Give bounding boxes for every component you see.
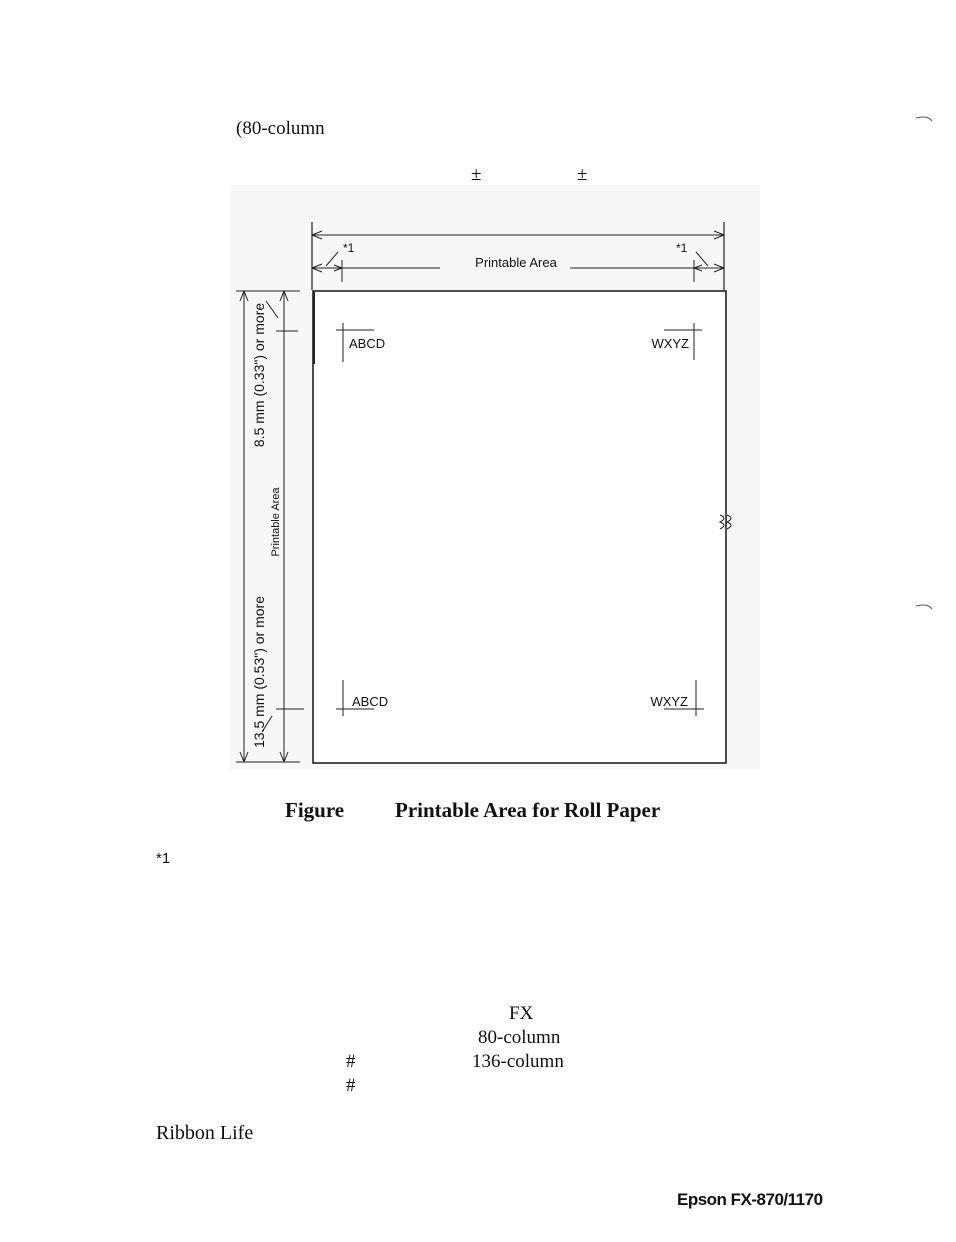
column-80-paren-text: (80-column (236, 118, 325, 139)
page-footer: Epson FX-870/1170 (677, 1190, 823, 1209)
note-marker-left: *1 (343, 241, 355, 255)
fx-model-heading: FX (509, 1003, 534, 1024)
corner-sample-bottom-right: WXYZ (650, 694, 688, 709)
corner-sample-bottom-left: ABCD (352, 694, 389, 709)
corner-sample-top-right: WXYZ (651, 336, 689, 351)
column-136-text: 136-column (472, 1051, 564, 1072)
scan-artifact (916, 605, 932, 609)
plus-minus-symbol: ± (577, 164, 588, 185)
printable-area-label-side: Printable Area (270, 487, 282, 557)
corner-sample-top-left: ABCD (349, 336, 386, 351)
note-marker-right: *1 (676, 241, 688, 255)
figure-caption-title: Printable Area for Roll Paper (395, 798, 661, 822)
bottom-margin-label: 13.5 mm (0.53") or more (251, 595, 267, 749)
ribbon-life-heading: Ribbon Life (156, 1122, 254, 1144)
hash-symbol: # (346, 1051, 356, 1072)
plus-minus-symbol: ± (471, 164, 482, 185)
hash-symbol: # (346, 1075, 356, 1096)
column-80-text: 80-column (478, 1027, 561, 1048)
top-margin-label: 8.5 mm (0.33") or more (251, 302, 267, 448)
paper-sheet (313, 291, 726, 763)
printable-area-label-top: Printable Area (475, 255, 557, 270)
scan-artifact (916, 117, 932, 121)
figure-caption-prefix: Figure (285, 798, 345, 822)
footnote-marker: *1 (156, 850, 171, 867)
